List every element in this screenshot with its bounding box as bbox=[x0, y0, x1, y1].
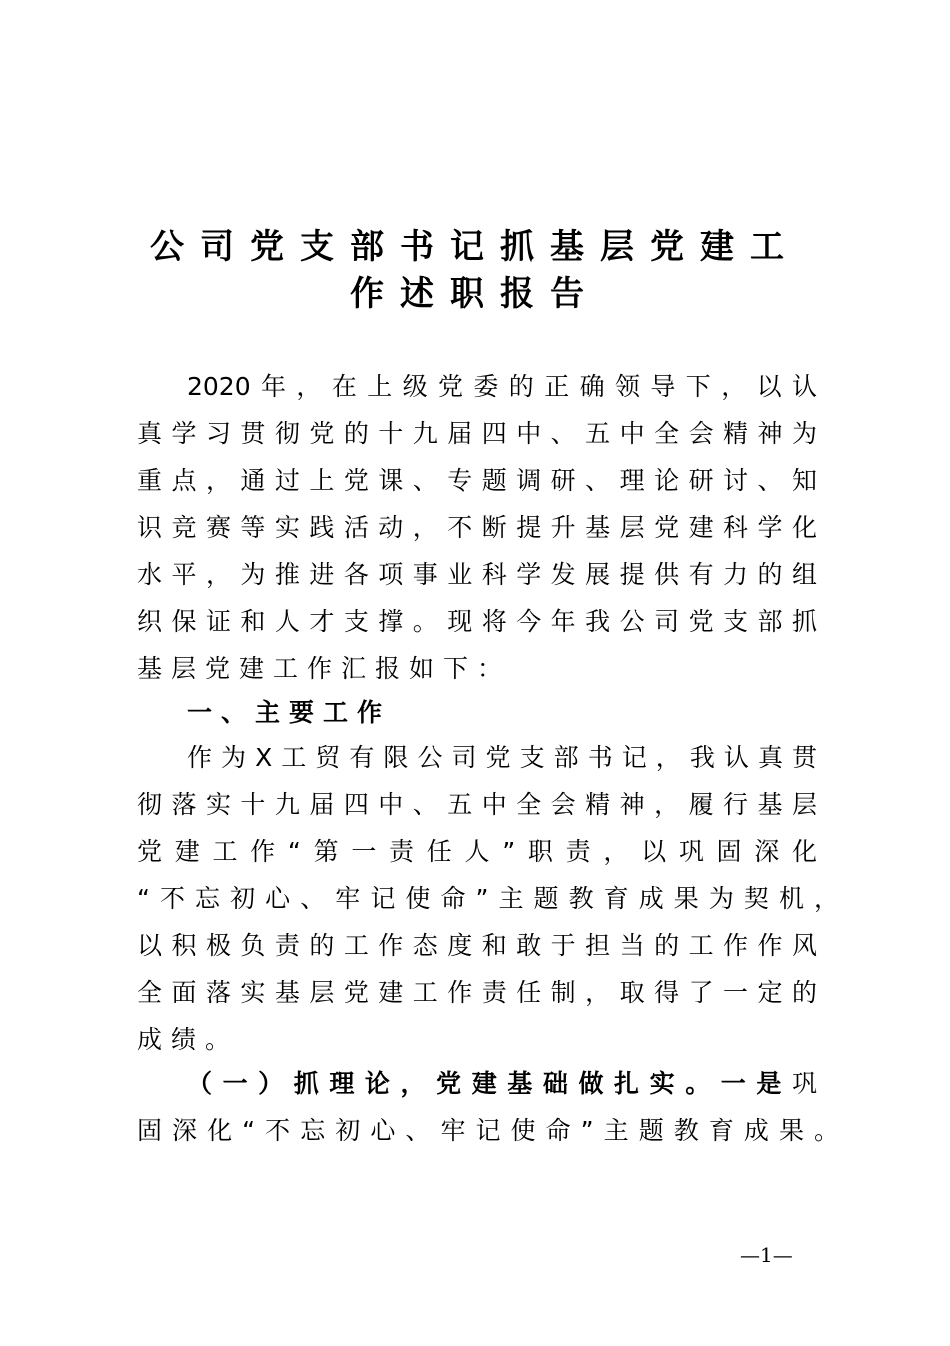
intro-paragraph-line: 织保证和人才支撑。现将今年我公司党支部抓 bbox=[137, 607, 817, 636]
subsection-heading: （一）抓理论，党建基础做扎实。一是 bbox=[187, 1069, 792, 1098]
subsection-text: 巩 bbox=[791, 1069, 817, 1098]
intro-paragraph-line: 重点，通过上党课、专题调研、理论研讨、知 bbox=[137, 466, 817, 495]
document-title-line-1: 公司党支部书记抓基层党建工 bbox=[150, 227, 800, 267]
section-paragraph-line: “不忘初心、牢记使命”主题教育成果为契机， bbox=[137, 884, 839, 913]
section-heading: 一、主要工作 bbox=[187, 698, 392, 727]
intro-paragraph-line: 基层党建工作汇报如下： bbox=[137, 654, 512, 683]
section-paragraph-line: 以积极负责的工作态度和敢于担当的工作作风 bbox=[137, 931, 817, 960]
section-paragraph-line: 作为X工贸有限公司党支部书记，我认真贯 bbox=[187, 743, 817, 772]
section-paragraph-line: 党建工作“第一责任人”职责，以巩固深化 bbox=[137, 837, 817, 866]
section-paragraph-line: 全面落实基层党建工作责任制，取得了一定的 bbox=[137, 978, 817, 1007]
intro-paragraph-line: 2020年，在上级党委的正确领导下，以认 bbox=[187, 372, 817, 401]
page-number: —1— bbox=[740, 1243, 793, 1267]
section-paragraph-line: 彻落实十九届四中、五中全会精神，履行基层 bbox=[137, 790, 817, 819]
subsection-paragraph-line: 固深化“不忘初心、牢记使命”主题教育成果。 bbox=[137, 1116, 839, 1145]
intro-paragraph-line: 真学习贯彻党的十九届四中、五中全会精神为 bbox=[137, 419, 817, 448]
subsection-paragraph-line bbox=[187, 1061, 817, 1107]
intro-paragraph-line: 识竞赛等实践活动，不断提升基层党建科学化 bbox=[137, 513, 817, 542]
intro-paragraph-line: 水平，为推进各项事业科学发展提供有力的组 bbox=[137, 560, 817, 589]
section-paragraph-line: 成绩。 bbox=[137, 1025, 240, 1054]
document-title-line-2: 作述职报告 bbox=[350, 274, 600, 314]
